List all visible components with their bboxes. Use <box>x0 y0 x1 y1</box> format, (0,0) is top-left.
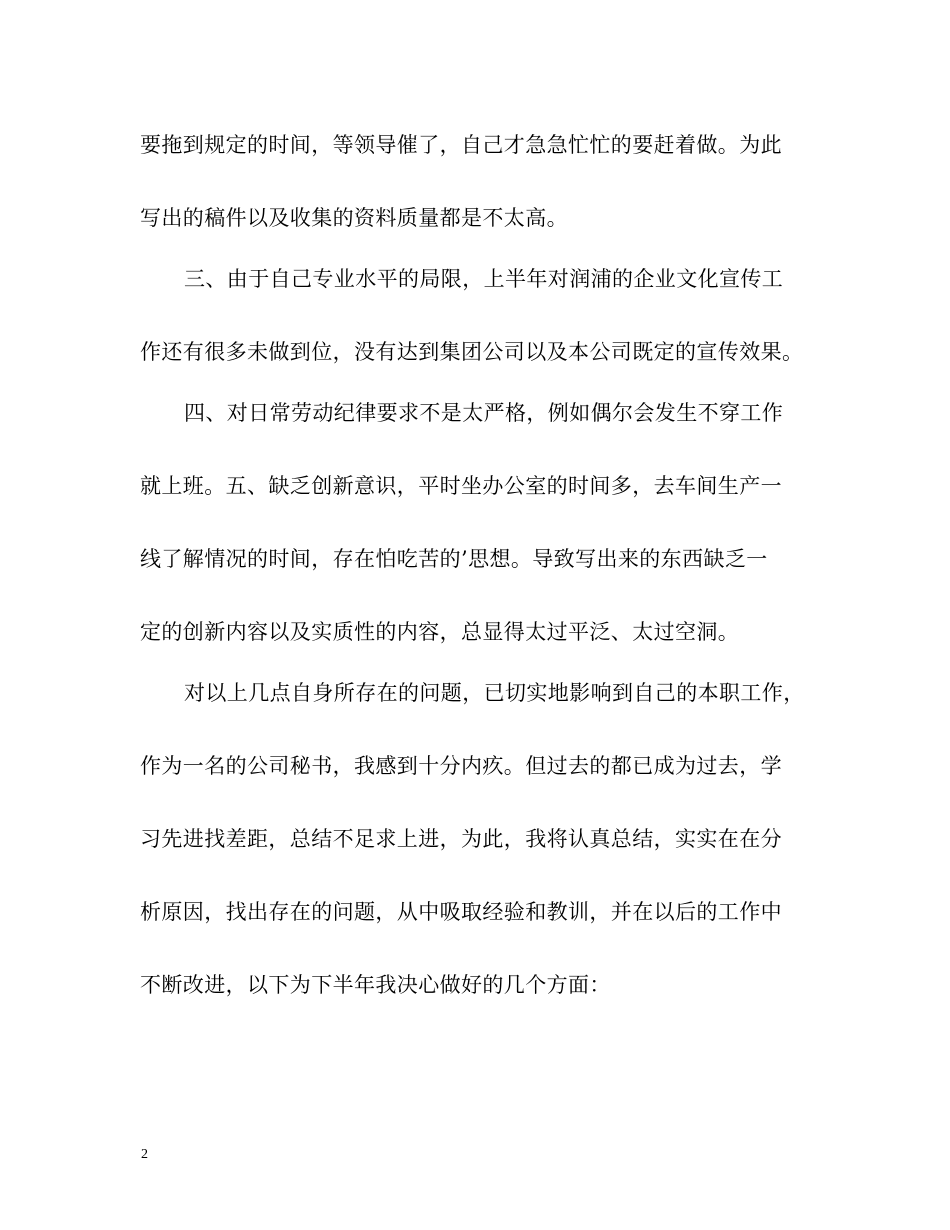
text-line-8: 定的创新内容以及实质性的内容，总显得太过平泛、太过空洞。 <box>140 620 740 644</box>
text-line-12: 析原因，找出存在的问题，从中吸取经验和教训，并在以后的工作中 <box>140 900 782 924</box>
text-line-4: 作还有很多未做到位，没有达到集团公司以及本公司既定的宣传效果。 <box>140 340 804 364</box>
text-line-10: 作为一名的公司秘书，我感到十分内疚。但过去的都已成为过去，学 <box>140 754 782 778</box>
text-line-2: 写出的稿件以及收集的资料质量都是不太高。 <box>140 206 568 230</box>
page-number: 2 <box>141 1147 148 1162</box>
text-line-5: 四、对日常劳动纪律要求不是太严格，例如偶尔会发生不穿工作 <box>184 401 784 425</box>
text-line-6: 就上班。五、缺乏创新意识，平时坐办公室的时间多，去车间生产一 <box>140 474 782 498</box>
text-line-3: 三、由于自己专业水平的局限，上半年对润浦的企业文化宣传工 <box>184 267 784 291</box>
text-line-11: 习先进找差距，总结不足求上进，为此，我将认真总结，实实在在分 <box>140 827 782 851</box>
text-line-1: 要拖到规定的时间，等领导催了，自己才急急忙忙的要赶着做。为此 <box>140 133 782 157</box>
text-line-9: 对以上几点自身所存在的问题，已切实地影响到自己的本职工作， <box>184 681 805 705</box>
text-line-7: 线了解情况的时间，存在怕吃苦的’思想。导致写出来的东西缺乏一 <box>140 547 768 571</box>
text-line-13: 不断改进，以下为下半年我决心做好的几个方面： <box>140 973 611 997</box>
